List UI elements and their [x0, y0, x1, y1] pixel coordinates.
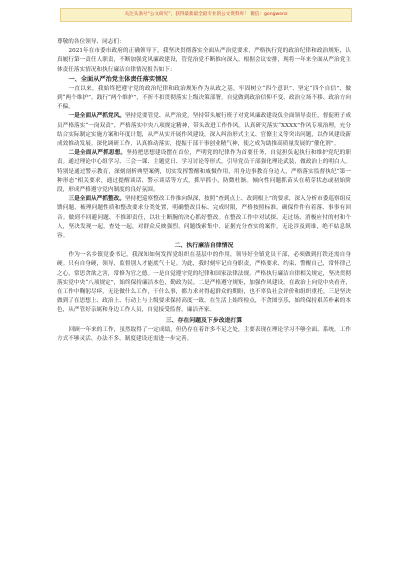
item-3-lead: 三是全面从严抓整改。 — [68, 196, 125, 203]
document-body — [57, 38, 351, 344]
intro-paragraph: 2021年在市委市政府的正确领导下，我坚决贯彻落实全面从严治党要求，严格执行党的政治纪律和政治规矩，认真履行第一责任人职责，不断加强党风廉政建设，管党治党不断推向深入。根据会议安排，现将一年来全面从严治党主体责任落实情况和执行廉洁自律情况报告如下： — [57, 48, 351, 73]
item-1-body: 坚持党要管党、从严治党，坚持带头履行班子对党风廉政建设负全面领导责任，督促班子成员严格落实“一岗双责”，严格落实中央八项规定精神，带头改进工作作风。认真研究落实“XXXX”作风专项治理，充分结合实际制定实施方案和年度计划，从严从实开展作风建设，深入纠治形式主义、官僚主义等突出问题，以作风建设新成效推动发展。深化调研工作，认真推动落实，提振干部干事创业精气神，使之成为助推高质量发展的“催化剂”。 — [57, 113, 351, 148]
salutation: 尊敬的各位领导、同志们： — [57, 39, 125, 45]
item-3-paragraph — [57, 195, 351, 241]
item-3-body: 坚持把巡察整改工作推向纵深，按照“查到点上、改到根上”的要求，深入分析市委巡察组反馈问题，梳理问题性质和整改要求分类处置，明确整改目标、完成时限，严格按照标准，确保件件有着落、事事有回音。做到不回避问题、不推卸责任，以壮士断腕的决心抓好整改。在整改工作中对试探、走过场、消极应付的村和个人，坚决发现一起，查处一起，对群众反映强烈、问题线索集中、证据充分查实的案件，无论涉及到谁，绝不姑息纵容。 — [57, 196, 351, 240]
section-3-title: 三、存在问题及下步改进打算 — [165, 317, 243, 324]
item-2-paragraph — [57, 149, 351, 195]
section-1-intro: 一直以来，我始终把遵守党的政治纪律和政治规矩作为从政之基，牢固树立“四个意识”、坚定“四个自信”、做到“两个维护”，践行“两个维护”，不折不扣贯彻落实上级决策部署，自觉做到政治信仰不变、政治立场不移、政治方向不偏。 — [57, 85, 351, 111]
section-2-title: 二、执行廉洁自律情况 — [174, 243, 234, 250]
item-2-lead: 二是全面从严抓思想。 — [68, 150, 127, 157]
item-1-lead: 一是全面从严抓党风。 — [68, 113, 125, 120]
item-2-body: 坚持把思想建设摆在首位，严明党的纪律作为首要任务，自觉担负起执行和维护党纪的职责。通过理论中心组学习、三会一课、主题党日、学习讨论等形式，引导党员干部强化理论武装，做政治上的明白人。特别是通过警示教育，深刻剖析典型案例，切实发挥警醒和威慑作用，用身边事教育身边人，严格落实监督执纪“第一种形态”相关要求，通过提醒谈话、警示谈话等方式，抓早抓小，防微杜渐。倾向性问题抓苗头在萌芽状态或初始阶段，形成严格遵守党内制度的良好氛围。 — [57, 150, 351, 194]
top-banner: 关注头条号“公文研究”，获得最新最全最专业的公文资料库！ 微信：gongwenz — [60, 8, 352, 22]
section-1-title: 一、全面从严治党主体责任落实情况 — [68, 75, 168, 83]
section-3-paragraph: 回顾一年来的工作，虽然取得了一定成绩，但仍存在着许多不足之处，主要表现在理论学习不够全面、系统，工作方式不够灵活、办法不多，制度建设还需进一步完善。 — [57, 326, 351, 342]
section-2-paragraph: 作为一名乡镇党委书记，我深知如何发挥党组织在基层中的作用，领导好全镇党员干部，必须做到打铁还需自身硬。只有自身硬，领导、监督别人才能底气十足。为此，我时刻牢记自身职责，严格要求、约束、警醒自己，常怀律己之心，常思贪欲之害，常修为官之德。一是自觉遵守党的纪律和国家法律法规。严格执行廉洁自律相关规定，坚决贯彻落实党中央“八项规定”，始终保持廉洁本色，勤政为民。二是严格遵守规矩，加强作风建设。在政治上向党中央看齐，在工作中鞠躬尽瘁，无论做什么工作，干什么事，都力求对得起群众的期盼，也不辜负社会评价和组织重托。三是坚决做到了在思想上、政治上、行动上与上级要求保持高度一致。在生活上始终检点，不贪图享乐，始终保持艰苦朴素的本色，从严管好亲属和身边工作人员，自觉接受监督，廉洁齐家。 — [57, 252, 351, 314]
item-1-paragraph — [57, 112, 351, 149]
